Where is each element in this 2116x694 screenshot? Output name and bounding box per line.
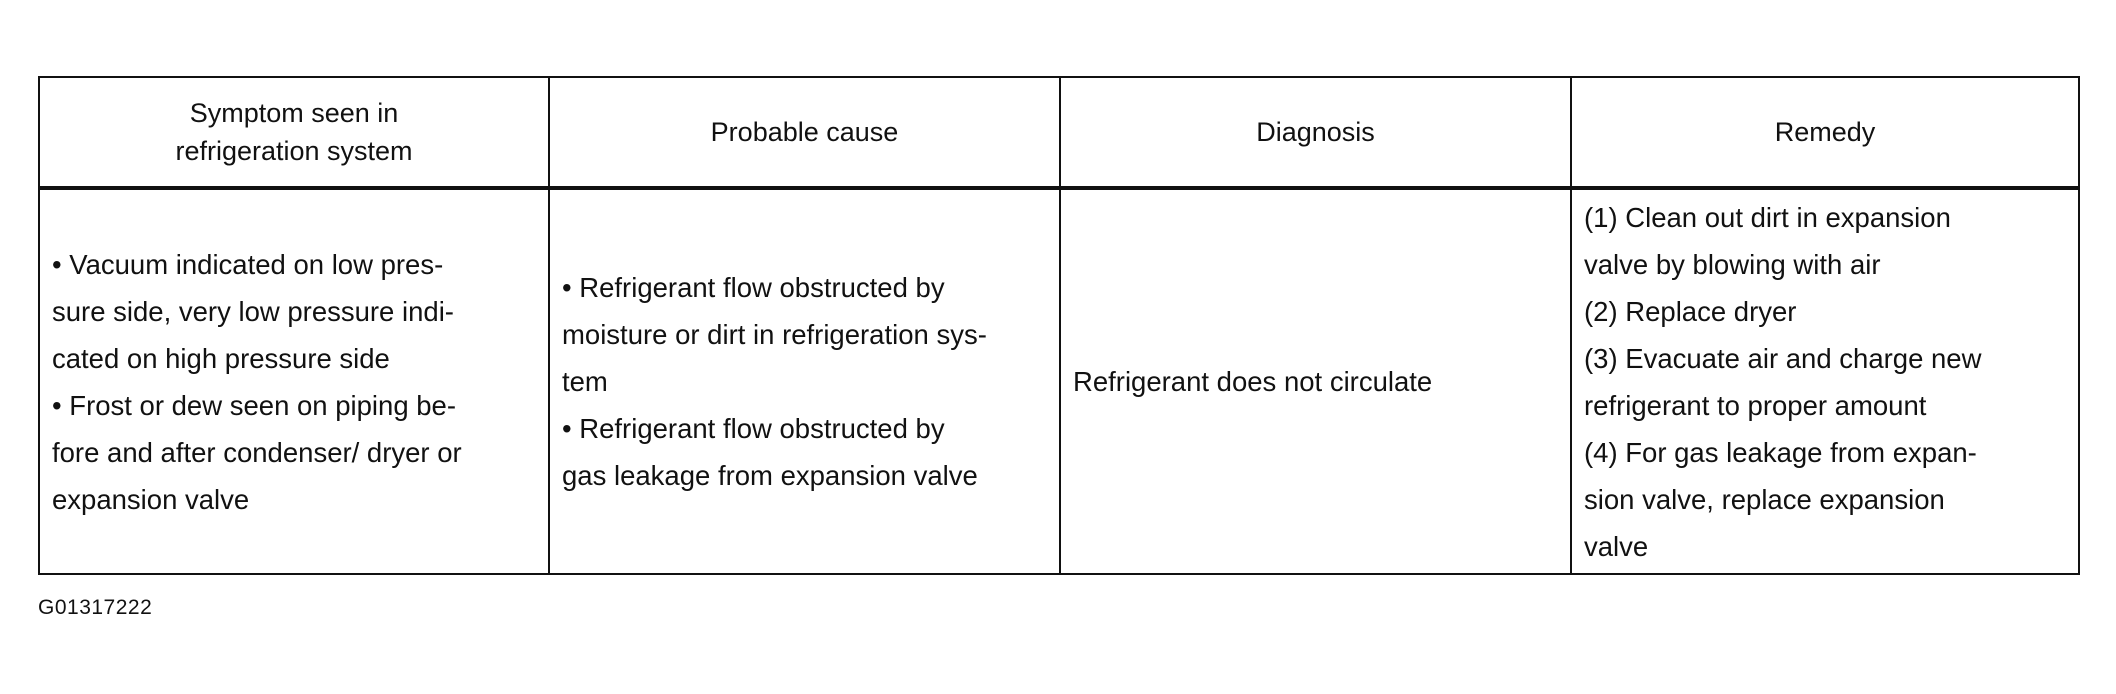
symptom-line: • Vacuum indicated on low pres- <box>52 248 444 280</box>
table-header-row <box>40 78 2078 190</box>
cause-line: • Refrigerant flow obstructed by <box>562 413 945 444</box>
remedy-line: (4) For gas leakage from expan- <box>1584 436 1977 468</box>
symptom-line: sure side, very low pressure indi- <box>52 295 454 327</box>
cause-line: tem <box>562 366 608 397</box>
header-symptom-line: Symptom seen in <box>189 98 399 128</box>
remedy-line: valve <box>1584 530 1649 562</box>
figure-id: G01317222 <box>38 596 153 619</box>
header-remedy <box>1572 78 2078 186</box>
header-probable-cause-label: Probable cause <box>710 117 899 147</box>
remedy-line: (2) Replace dryer <box>1584 295 1797 327</box>
header-remedy-label: Remedy <box>1774 117 1876 147</box>
diagnosis-line: Refrigerant does not circulate <box>1073 366 1433 397</box>
header-probable-cause <box>550 78 1061 186</box>
symptom-line: expansion valve <box>52 483 250 515</box>
remedy-line: refrigerant to proper amount <box>1584 389 1927 421</box>
cell-diagnosis <box>1061 190 1572 573</box>
header-symptom-line: refrigeration system <box>175 136 413 166</box>
remedy-line: sion valve, replace expansion <box>1584 483 1945 515</box>
cell-symptom <box>40 190 550 573</box>
header-diagnosis-label: Diagnosis <box>1256 117 1375 147</box>
cell-remedy <box>1572 190 2078 573</box>
header-symptom <box>40 78 550 186</box>
header-diagnosis <box>1061 78 1572 186</box>
symptom-line: fore and after condenser/ dryer or <box>52 436 462 468</box>
remedy-line: valve by blowing with air <box>1584 248 1881 280</box>
cell-probable-cause <box>550 190 1061 573</box>
remedy-line: (1) Clean out dirt in expansion <box>1584 201 1951 233</box>
table-row <box>40 190 2078 573</box>
troubleshooting-table <box>38 76 2080 575</box>
cause-line: • Refrigerant flow obstructed by <box>562 272 945 303</box>
cause-line: moisture or dirt in refrigeration sys- <box>562 319 987 350</box>
symptom-line: cated on high pressure side <box>52 342 390 374</box>
cause-line: gas leakage from expansion valve <box>562 460 978 491</box>
remedy-line: (3) Evacuate air and charge new <box>1584 342 1982 374</box>
symptom-line: • Frost or dew seen on piping be- <box>52 389 457 421</box>
